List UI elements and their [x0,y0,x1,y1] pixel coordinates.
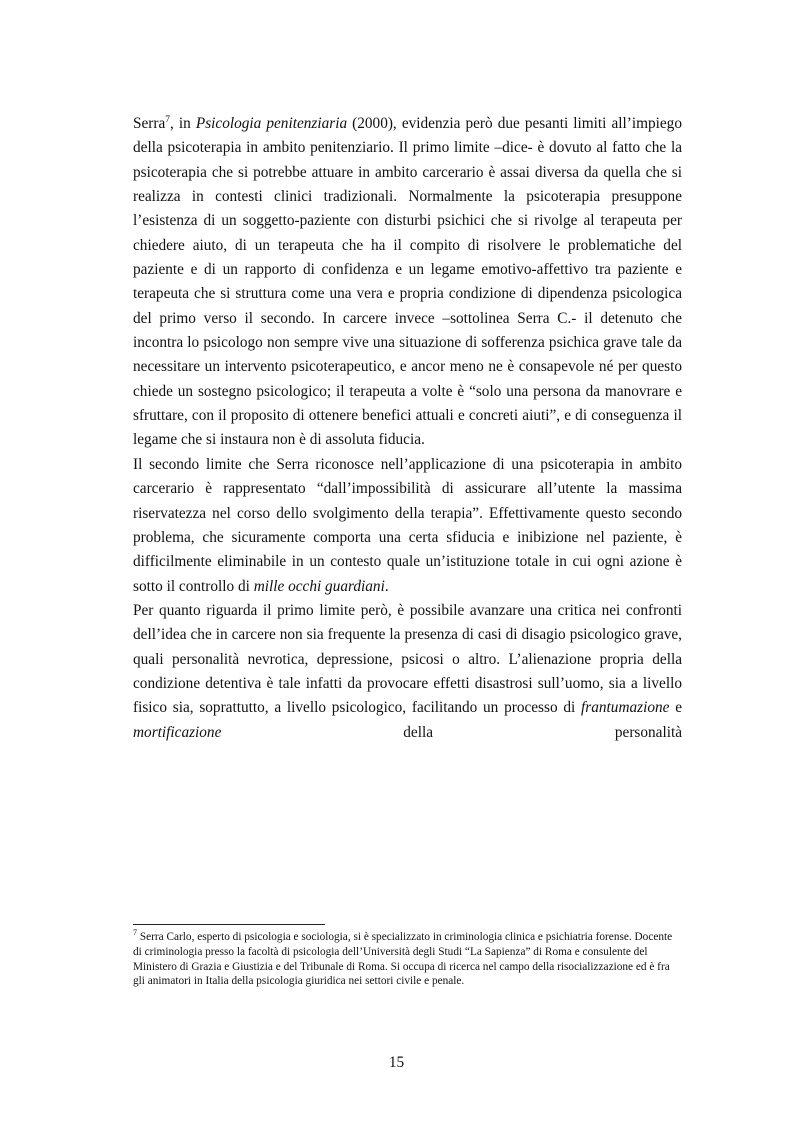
paragraph-3-text: Per quanto riguarda il primo limite però, è possibile avanzare una critica nei confronti dell’idea che in carcere non sia frequente la presenza di casi di disagio psicologico grave, quali personalità nevrotica, depressione, psicosi o altro. L’alienazione propria della condizione detentiva è tale infatti da provocare effetti disastrosi sull’uomo, sia a livello fisico sia, soprattutto, a livello psicologico, facilitando un processo di [133,601,682,717]
body-text [133,112,682,745]
paragraph-1-text: (2000), evidenzia però due pesanti limiti all’impiego della psicoterapia in ambito penitenziario. Il primo limite –dice- è dovuto al fatto che la psicoterapia che si potrebbe attuare in ambito carcerario è assai diversa da quella che si realizza in contesti clinici tradizionali. Normalmente la psicoterapia presuppone l’esistenza di un soggetto-paziente con disturbi psichici che si rivolge al terapeuta per chiedere aiuto, di un terapeuta che ha il compito di risolvere le problematiche del paziente e di un rapporto di confidenza e un legame emotivo-affettivo tra paziente e terapeuta che si struttura come una vera e propria condizione di dipendenza psicologica del primo verso il secondo. In carcere invece –sottolinea Serra C.- il detenuto che incontra lo psicologo non sempre vive una situazione di sofferenza psichica grave tale da necessitare un intervento psicoterapeutico, e ancor meno ne è consapevole né per questo chiede un sostegno psicologico; il terapeuta a volte è “solo una persona da manovrare e sfruttare, con il proposito di ottenere benefici attuali e concreti aiuti”, e di conseguenza il legame che si instaura non è di assoluta fiducia. [133,115,682,449]
footnote-number: 7 [133,928,137,938]
author-name: Serra [133,115,166,132]
paragraph-1 [133,112,682,453]
book-title: Psicologia penitenziaria [195,115,348,132]
paragraph-2-end: . [384,577,389,595]
footnote-reference: 7 [165,114,171,125]
paragraph-1-lead: , in [170,115,196,132]
paragraph-3 [133,599,682,745]
term-frantumazione: frantumazione [581,699,670,717]
paragraph-3-end: della personalità [221,723,682,741]
paragraph-2-emphasis: mille occhi guardiani [253,577,385,595]
footnote [133,930,682,989]
footnote-text: Serra Carlo, esperto di psicologia e sociologia, si è specializzato in criminologia clinica e psichiatria forense. Docente di criminologia presso la facoltà di psicologia dell’Università degli Studi “La Sapienza” di Roma e consulente del Ministero di Grazia e Giustizia e del Tribunale di Roma. Si occupa di ricerca nel campo della risocializzazione ed è fra gli animatori in Italia della psicologia giuridica nei settori civile e penale. [133,931,673,988]
paragraph-2 [133,453,682,599]
term-mortificazione: mortificazione [133,723,222,741]
paragraph-3-between: e [669,699,682,717]
page-number: 15 [388,1054,405,1071]
footnote-separator [133,924,325,925]
paragraph-2-text: Il secondo limite che Serra riconosce nell’applicazione di una psicoterapia in ambito carcerario è rappresentato “dall’impossibilità di assicurare all’utente la massima riservatezza nel corso dello svolgimento della terapia”. Effettivamente questo secondo problema, che sicuramente comporta una certa sfiducia e inibizione nel paziente, è difficilmente eliminabile in un contesto quale un’istituzione totale in cui ogni azione è sotto il controllo di [133,455,682,595]
